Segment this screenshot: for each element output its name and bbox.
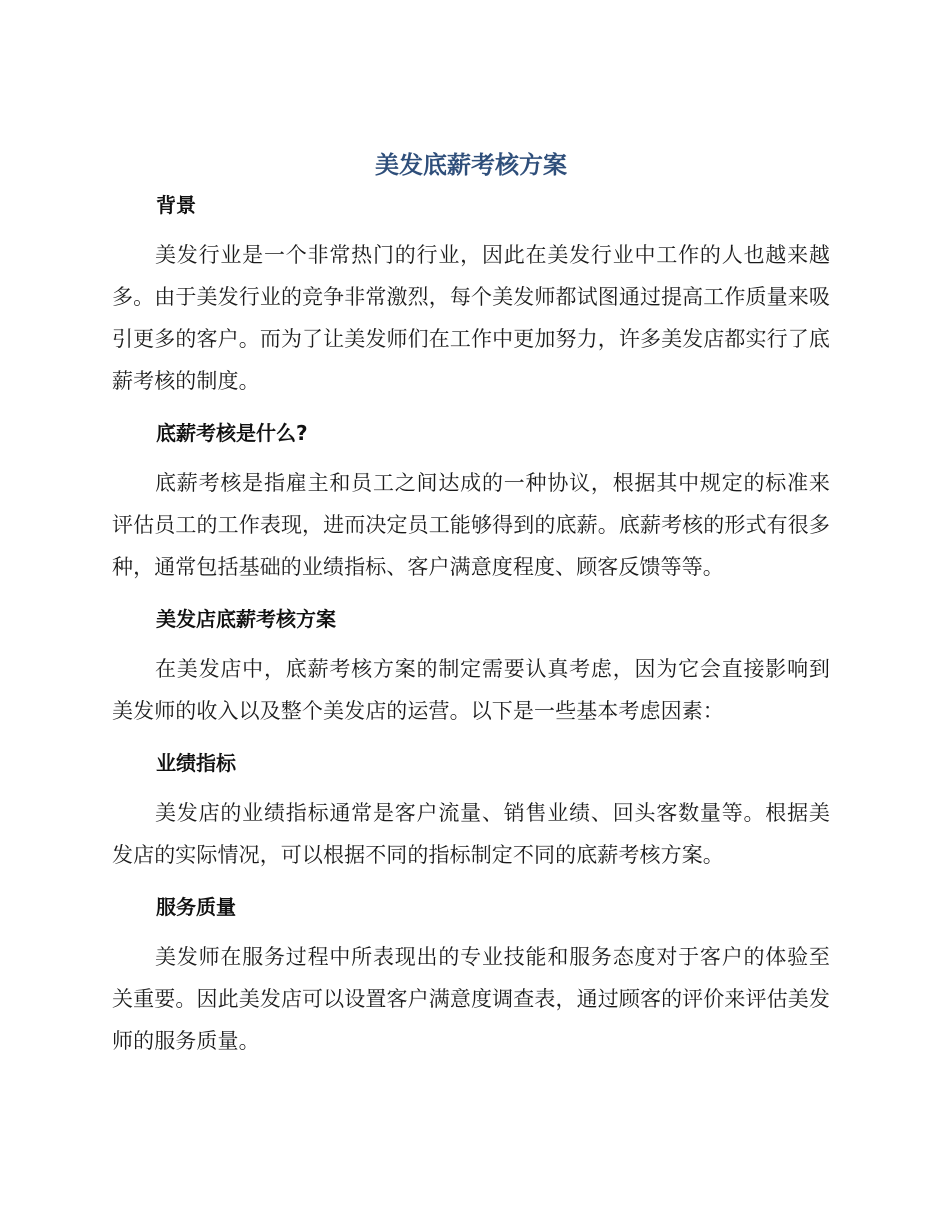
section-paragraph: 美发师在服务过程中所表现出的专业技能和服务态度对于客户的体验至关重要。因此美发店可以设置客户满意度调查表，通过顾客的评价来评估美发师的服务质量。 — [112, 945, 830, 1053]
section-paragraph: 美发店的业绩指标通常是客户流量、销售业绩、回头客数量等。根据美发店的实际情况，可以根据不同的指标制定不同的底薪考核方案。 — [112, 801, 830, 867]
section-paragraph: 美发行业是一个非常热门的行业，因此在美发行业中工作的人也越来越多。由于美发行业的竞争非常激烈，每个美发师都试图通过提高工作质量来吸引更多的客户。而为了让美发师们在工作中更加努力，许多美发店都实行了底薪考核的制度。 — [112, 243, 830, 393]
section-what-is-base-salary-review — [112, 418, 830, 588]
section-performance-metrics — [112, 748, 830, 876]
section-heading: 服务质量 — [156, 895, 236, 919]
section-heading: 背景 — [156, 193, 196, 217]
section-heading: 业绩指标 — [156, 751, 236, 775]
section-heading: 美发店底薪考核方案 — [156, 607, 336, 631]
section-background — [112, 190, 830, 402]
section-paragraph: 底薪考核是指雇主和员工之间达成的一种协议，根据其中规定的标准来评估员工的工作表现，进而决定员工能够得到的底薪。底薪考核的形式有很多种，通常包括基础的业绩指标、客户满意度程度、顾客反馈等等。 — [112, 471, 830, 579]
document-title: 美发底薪考核方案 — [375, 151, 567, 179]
section-salon-review-plan — [112, 604, 830, 732]
section-service-quality — [112, 892, 830, 1062]
section-paragraph: 在美发店中，底薪考核方案的制定需要认真考虑，因为它会直接影响到美发师的收入以及整个美发店的运营。以下是一些基本考虑因素： — [112, 657, 830, 723]
document-page — [112, 140, 830, 1062]
section-heading: 底薪考核是什么? — [156, 421, 308, 445]
